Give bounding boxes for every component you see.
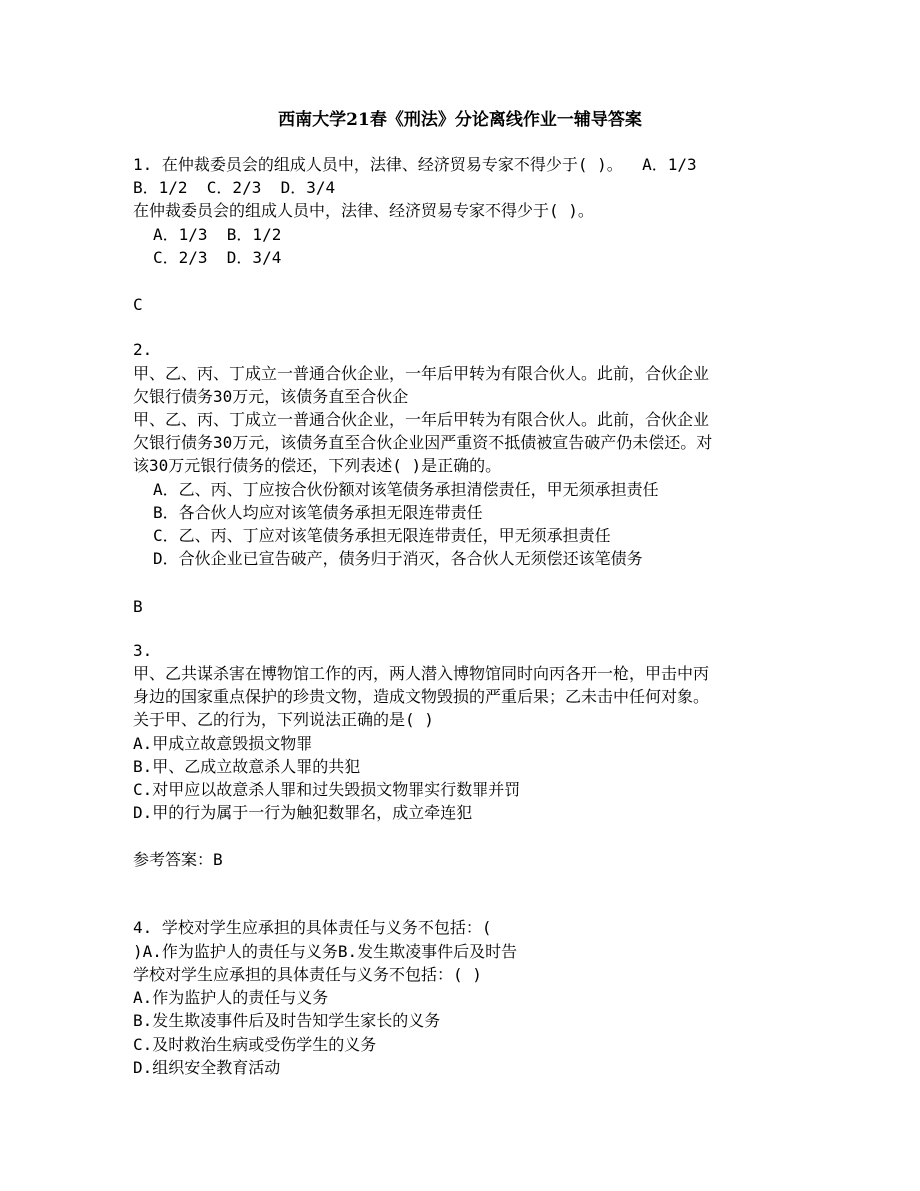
q2-option-b: B．各合伙人均应对该笔债务承担无限连带责任 <box>153 503 483 522</box>
q4-option-d: D.组织安全教育活动 <box>133 1058 281 1077</box>
q2-line-3: 欠银行债务30万元，该债务直至合伙企 <box>133 387 409 406</box>
q2-answer: B <box>133 597 143 616</box>
q2-option-c: C．乙、丙、丁应对该笔债务承担无限连带责任，甲无须承担责任 <box>153 526 611 545</box>
q1-line-1: 1. 在仲裁委员会的组成人员中，法律、经济贸易专家不得少于( )。 A．1/3 <box>133 155 697 174</box>
q3-option-b: B.甲、乙成立故意杀人罪的共犯 <box>133 757 361 776</box>
q2-option-a: A．乙、丙、丁应按合伙份额对该笔债务承担清偿责任，甲无须承担责任 <box>153 480 659 499</box>
q1-line-3: 在仲裁委员会的组成人员中，法律、经济贸易专家不得少于( )。 <box>133 201 594 220</box>
q4-line-3: 学校对学生应承担的具体责任与义务不包括：( ) <box>133 965 482 984</box>
q4-line-1: 4. 学校对学生应承担的具体责任与义务不包括：( <box>133 918 492 937</box>
q2-line-2: 甲、乙、丙、丁成立一普通合伙企业，一年后甲转为有限合伙人。此前，合伙企业 <box>133 364 710 383</box>
q4-line-2: )A.作为监护人的责任与义务B.发生欺凌事件后及时告 <box>133 942 518 961</box>
q3-answer: 参考答案：B <box>133 850 223 869</box>
q1-answer: C <box>133 295 143 314</box>
q4-option-c: C.及时救治生病或受伤学生的义务 <box>133 1035 377 1054</box>
q1-line-2: B．1/2 C．2/3 D．3/4 <box>133 178 336 197</box>
document-title: 西南大学21春《刑法》分论离线作业一辅导答案 <box>278 110 642 130</box>
q4-option-b: B.发生欺凌事件后及时告知学生家长的义务 <box>133 1011 441 1030</box>
q2-line-1: 2. <box>133 340 153 359</box>
q3-option-a: A.甲成立故意毁损文物罪 <box>133 734 313 753</box>
q2-option-d: D．合伙企业已宣告破产，债务归于消灭，各合伙人无须偿还该笔债务 <box>153 549 643 568</box>
q2-line-6: 该30万元银行债务的偿还，下列表述( )是正确的。 <box>133 456 502 475</box>
q2-line-4: 甲、乙、丙、丁成立一普通合伙企业，一年后甲转为有限合伙人。此前，合伙企业 <box>133 410 710 429</box>
q3-option-c: C.对甲应以故意杀人罪和过失毁损文物罪实行数罪并罚 <box>133 780 521 799</box>
q3-line-1: 3. <box>133 641 153 660</box>
q3-option-d: D.甲的行为属于一行为触犯数罪名，成立牵连犯 <box>133 803 473 822</box>
q3-line-4: 关于甲、乙的行为，下列说法正确的是( ) <box>133 710 434 729</box>
q2-line-5: 欠银行债务30万元，该债务直至合伙企业因严重资不抵债被宣告破产仍未偿还。对 <box>133 433 713 452</box>
q3-line-2: 甲、乙共谋杀害在博物馆工作的丙，两人潜入博物馆同时向丙各开一枪，甲击中丙 <box>133 664 710 683</box>
q1-option-2: C．2/3 D．3/4 <box>153 248 282 267</box>
q4-option-a: A.作为监护人的责任与义务 <box>133 988 329 1007</box>
q1-option-1: A．1/3 B．1/2 <box>153 225 282 244</box>
q3-line-3: 身边的国家重点保护的珍贵文物，造成文物毁损的严重后果；乙未击中任何对象。 <box>133 687 710 706</box>
